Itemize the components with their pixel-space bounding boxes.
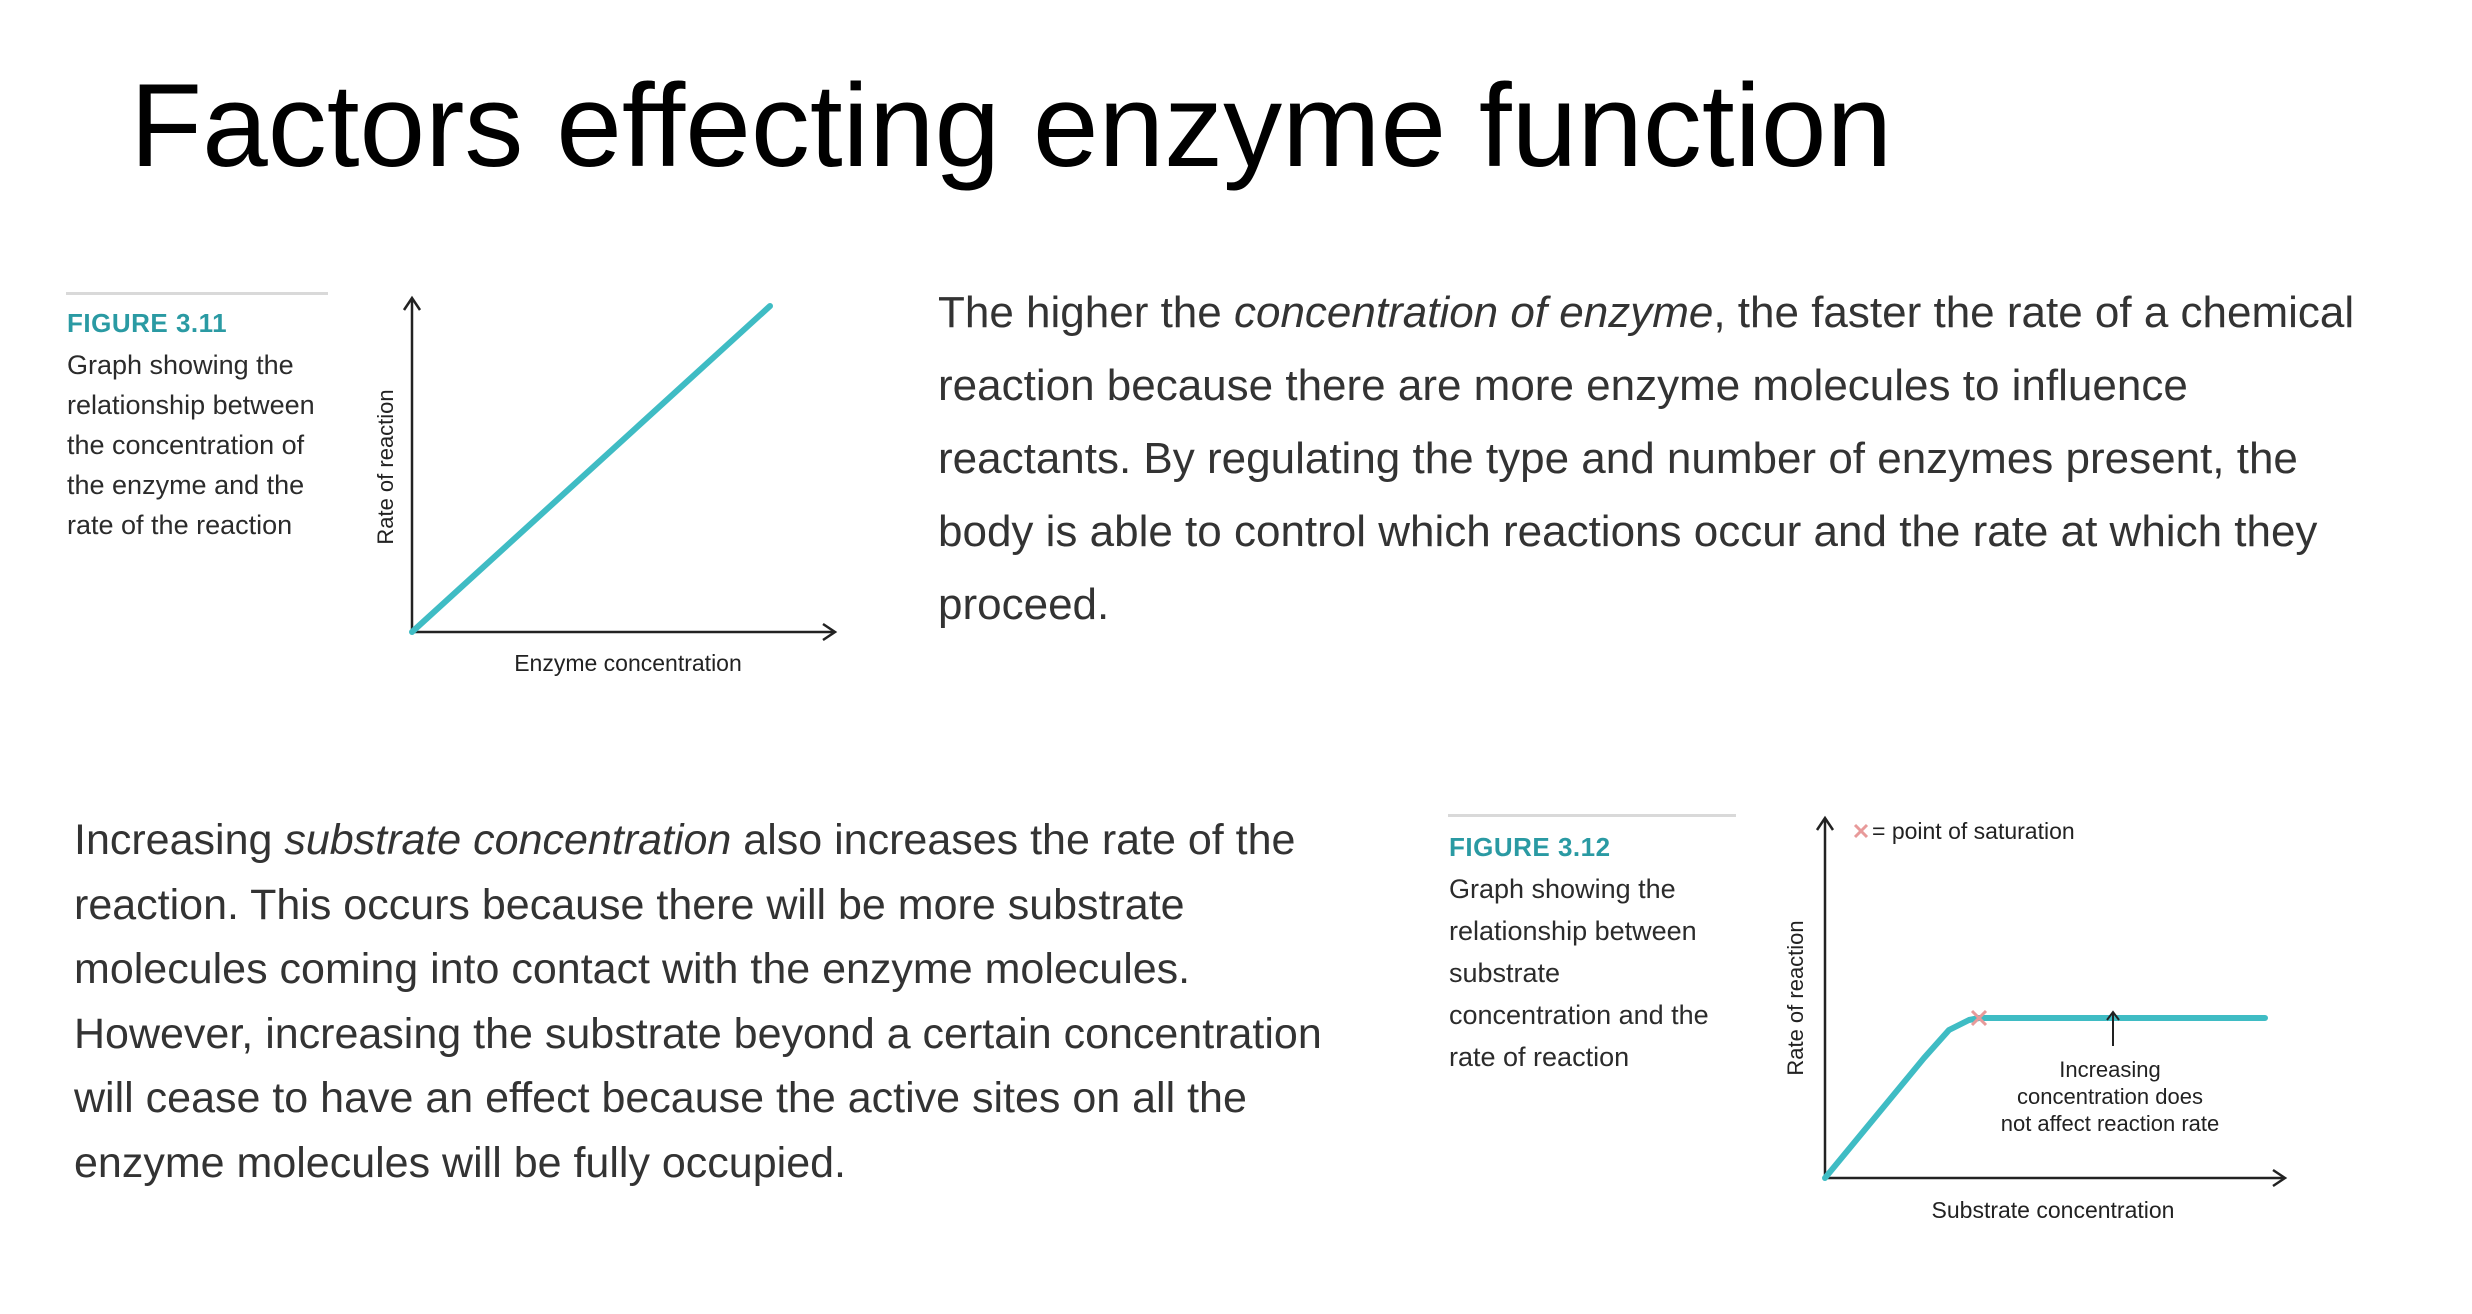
paragraph-substrate-concentration xyxy=(74,808,1364,1195)
x-axis xyxy=(412,624,835,640)
caption-divider xyxy=(66,292,328,295)
legend xyxy=(1855,818,2075,844)
annotation-line-2: concentration does xyxy=(2017,1084,2203,1109)
paragraph-1-emphasis: concentration of enzyme xyxy=(1233,288,1714,337)
figure-3-12-label: FIGURE 3.12 xyxy=(1449,832,1611,862)
annotation-line-1: Increasing xyxy=(2059,1057,2161,1082)
y-axis xyxy=(1817,818,1833,1178)
annotation-line-3: not affect reaction rate xyxy=(2000,1111,2220,1136)
x-axis xyxy=(1825,1170,2285,1186)
paragraph-1-text-start: The higher the xyxy=(938,288,1234,337)
slide-title: Factors effecting enzyme function xyxy=(130,60,1893,192)
legend-text: = point of saturation xyxy=(1872,818,2075,844)
annotation-arrow-icon xyxy=(2107,1012,2119,1046)
y-axis xyxy=(404,298,420,632)
x-axis-label: Substrate concentration xyxy=(1931,1197,2175,1223)
paragraph-2-text-end: also increases the rate of the reaction. This occurs because there will be more substrate molecules coming into contact with the enzyme molecules. However, increasing the substrate beyond a certain concentration will cease to have an effect because the active sites on all the enzyme molecules will be fully occupied. xyxy=(74,816,1322,1187)
x-axis-label: Enzyme concentration xyxy=(514,650,742,676)
figure-3-11-chart xyxy=(360,280,860,680)
figure-3-11-label: FIGURE 3.11 xyxy=(67,308,228,338)
figure-3-12-description: Graph showing the relationship between substrate concentration and the rate of reaction xyxy=(1449,874,1709,1072)
paragraph-enzyme-concentration xyxy=(938,276,2378,641)
figure-3-12-chart xyxy=(1770,800,2310,1240)
paragraph-1-text-end: , the faster the rate of a chemical reaction because there are more enzyme molecules to influence reactants. By regulating the type and number of enzymes present, the body is able to control which reactions occur and the rate at which they proceed. xyxy=(938,288,2355,629)
figure-3-11-description: Graph showing the relationship between the concentration of the enzyme and the rate of the reaction xyxy=(67,350,315,540)
y-axis-label: Rate of reaction xyxy=(1783,920,1808,1076)
paragraph-2-text-start: Increasing xyxy=(74,816,285,864)
y-axis-label: Rate of reaction xyxy=(373,389,398,545)
series-line xyxy=(412,306,770,632)
paragraph-2-emphasis: substrate concentration xyxy=(284,816,732,864)
caption-divider xyxy=(1448,814,1736,817)
saturation-marker-icon xyxy=(1855,825,1867,837)
